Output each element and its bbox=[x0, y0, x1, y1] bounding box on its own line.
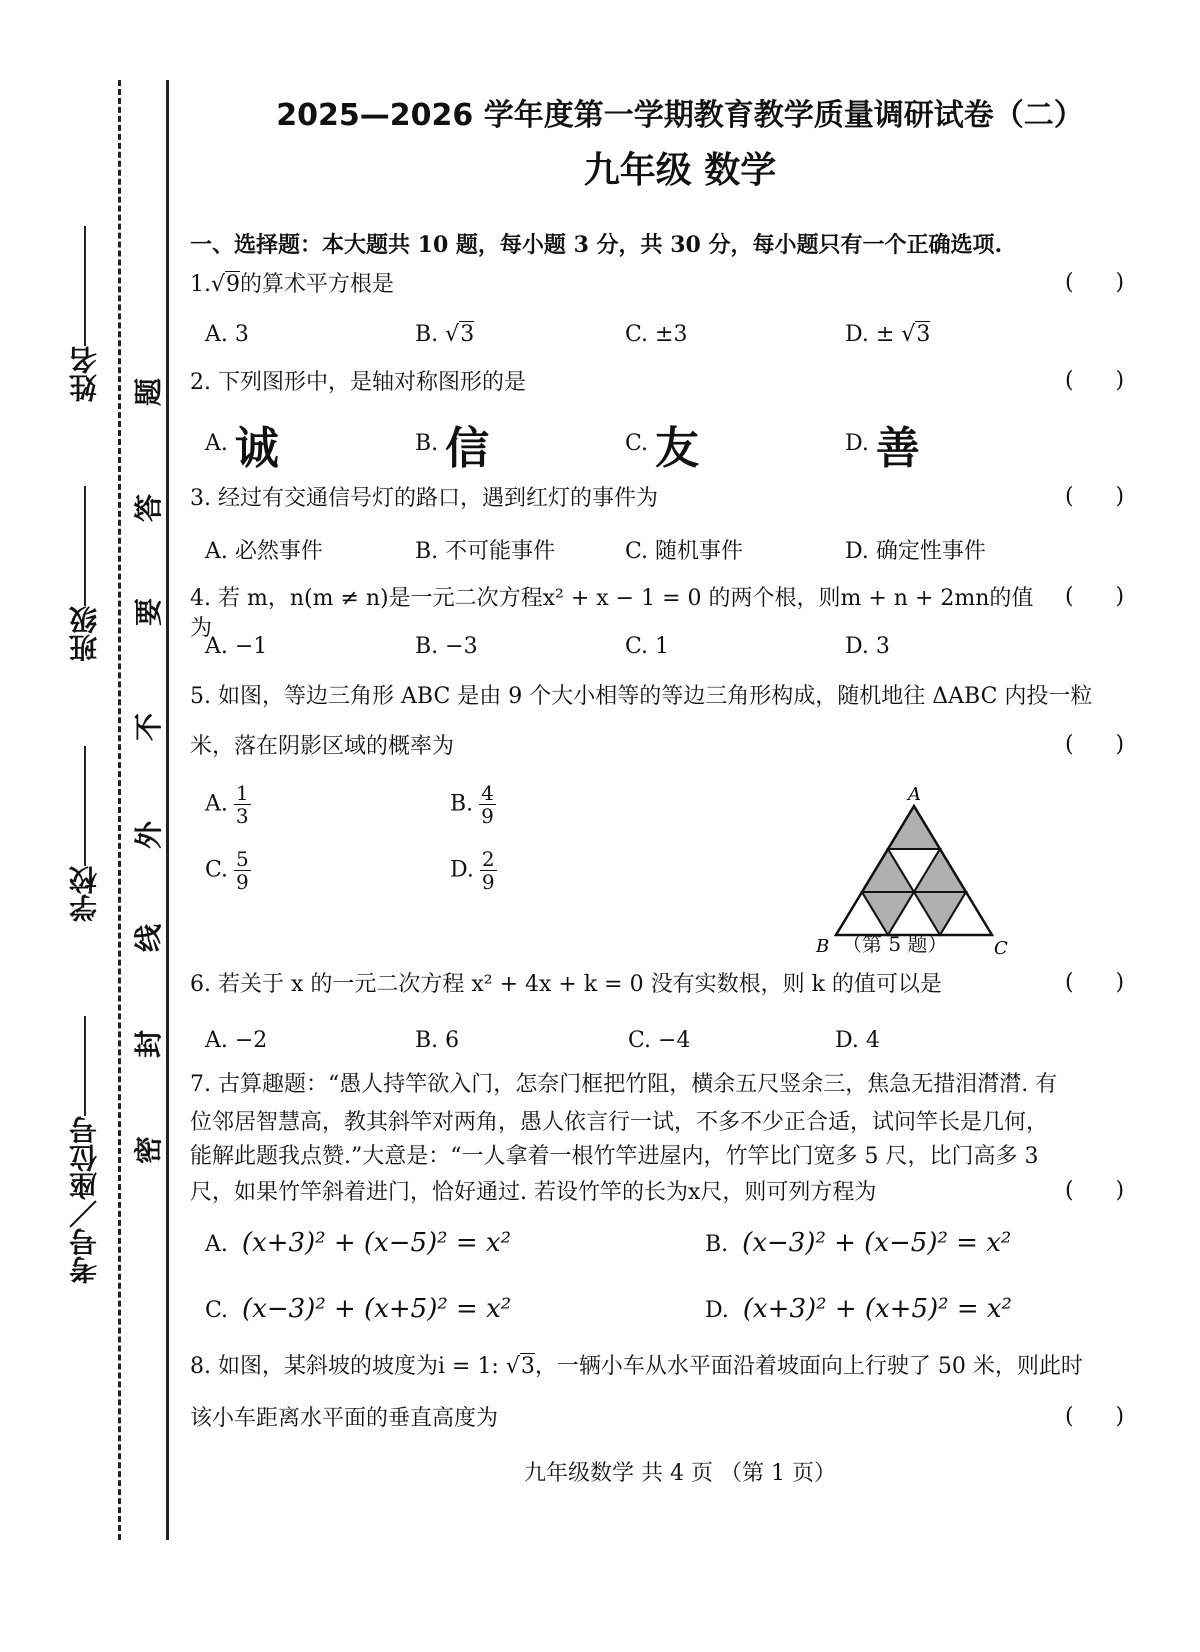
q3-option-b: B. 不可能事件 bbox=[415, 539, 556, 564]
q3-option-c: C. 随机事件 bbox=[625, 539, 744, 564]
question-5-stem-line2: 米，落在阴影区域的概率为 bbox=[190, 734, 455, 759]
q5-option-a-denominator: 3 bbox=[235, 804, 249, 828]
q1-radicand: 9 bbox=[226, 272, 241, 297]
sqrt-icon: √ bbox=[901, 322, 916, 347]
vertex-c-label: C bbox=[994, 938, 1008, 959]
q5-option-b-label: B. bbox=[450, 791, 474, 817]
q5-option-d-fraction bbox=[480, 848, 497, 893]
q4-option-c: C. 1 bbox=[625, 634, 670, 659]
sqrt-icon: √ bbox=[505, 1354, 520, 1379]
q7-option-c-label: C. bbox=[205, 1298, 229, 1323]
exam-number-underline bbox=[84, 1016, 86, 1116]
answer-paren-4[interactable] bbox=[1065, 584, 1124, 609]
vertex-b-label: B bbox=[816, 936, 830, 957]
question-5-stem-line1: 5. 如图，等边三角形 ABC 是由 9 个大小相等的等边三角形构成，随机地往 ΔABC 内投一粒 bbox=[190, 684, 1093, 709]
question-8-line1 bbox=[190, 1352, 1145, 1382]
q2-option-a-label: A. bbox=[205, 431, 228, 456]
seal-char-yao: 要 bbox=[132, 598, 165, 627]
q7-option-c-equation: (x−3)² + (x+5)² = x² bbox=[242, 1294, 512, 1324]
q2-option-d-label: D. bbox=[845, 431, 869, 456]
q6-option-a: A. −2 bbox=[205, 1028, 268, 1053]
q2-option-b-label: B. bbox=[415, 431, 439, 456]
q5-option-b-denominator: 9 bbox=[481, 804, 494, 828]
q7-option-b bbox=[705, 1228, 1011, 1258]
answer-paren-8[interactable] bbox=[1065, 1404, 1124, 1429]
q5-option-a-numerator: 1 bbox=[235, 781, 249, 805]
answer-paren-7[interactable] bbox=[1065, 1178, 1124, 1203]
q5-option-c-fraction bbox=[234, 848, 251, 893]
q2-option-c bbox=[625, 412, 699, 476]
q2-option-d bbox=[845, 412, 920, 476]
q7-option-a-label: A. bbox=[205, 1232, 228, 1257]
answer-paren-5[interactable] bbox=[1065, 732, 1124, 757]
seal-char-wai: 外 bbox=[132, 821, 165, 850]
q5-option-c-numerator: 5 bbox=[236, 847, 249, 871]
question-7-line1: 7. 古算趣题：“愚人持竿欲入门，怎奈门框把竹阻，横余五尺竖余三，焦急无措泪潸潸. 有 bbox=[190, 1072, 1058, 1097]
seal-char-bu: 不 bbox=[132, 713, 165, 742]
q1-option-a: A. 3 bbox=[205, 322, 249, 347]
q8-radicand: 3 bbox=[520, 1354, 535, 1379]
answer-paren-2[interactable] bbox=[1065, 368, 1124, 393]
q8-line1-pre: 8. 如图，某斜坡的坡度为i = 1: bbox=[190, 1354, 506, 1379]
q5-option-d-denominator: 9 bbox=[481, 870, 495, 894]
sqrt-icon: √ bbox=[445, 322, 460, 347]
exam-subtitle: 九年级 数学 bbox=[583, 150, 777, 191]
q5-option-d-numerator: 2 bbox=[481, 847, 495, 871]
q7-option-d-equation: (x+3)² + (x+5)² = x² bbox=[742, 1294, 1012, 1324]
q2-char-shan: 善 bbox=[875, 423, 920, 474]
q4-option-d: D. 3 bbox=[845, 634, 890, 659]
seal-char-feng: 封 bbox=[132, 1030, 165, 1059]
q7-option-d bbox=[705, 1294, 1012, 1324]
question-4-stem: 4. 若 m，n(m ≠ n)是一元二次方程x² + x − 1 = 0 的两个根，则m + n + 2mn的值为 bbox=[190, 586, 1034, 641]
q5-option-a bbox=[205, 782, 251, 827]
q6-option-c: C. −4 bbox=[628, 1028, 691, 1053]
page-footer: 九年级数学 共 4 页 （第 1 页） bbox=[524, 1461, 836, 1486]
school-field bbox=[50, 750, 120, 922]
answer-paren-6[interactable] bbox=[1065, 970, 1124, 995]
q5-figure-caption: （第 5 题） bbox=[842, 932, 948, 956]
sqrt-icon: √ bbox=[211, 272, 226, 297]
answer-paren-3[interactable] bbox=[1065, 484, 1124, 509]
q1-number: 1. bbox=[190, 272, 211, 297]
q5-option-d bbox=[450, 848, 497, 893]
q1-option-b-label: B. bbox=[415, 322, 446, 347]
q3-option-a: A. 必然事件 bbox=[205, 539, 323, 564]
q2-char-cheng: 诚 bbox=[234, 423, 279, 474]
seal-char-ti: 题 bbox=[132, 378, 165, 407]
question-3-stem: 3. 经过有交通信号灯的路口，遇到红灯的事件为 bbox=[190, 486, 658, 511]
seal-char-mi: 密 bbox=[132, 1136, 165, 1165]
q6-option-d: D. 4 bbox=[835, 1028, 880, 1053]
q2-option-c-label: C. bbox=[625, 431, 649, 456]
q1-option-d-label: D. ± bbox=[845, 322, 902, 347]
name-underline bbox=[84, 226, 86, 346]
q8-line1-post: ，一辆小车从水平面沿着坡面向上行驶了 50 米，则此时 bbox=[534, 1354, 1083, 1379]
q1-option-c: C. ±3 bbox=[625, 322, 688, 347]
question-6-stem: 6. 若关于 x 的一元二次方程 x² + 4x + k = 0 没有实数根，则 k 的值可以是 bbox=[190, 972, 942, 997]
q5-option-c-label: C. bbox=[205, 857, 229, 883]
school-label: 学校 bbox=[68, 866, 101, 922]
q2-char-xin: 信 bbox=[445, 423, 490, 474]
exam-number-field bbox=[50, 1020, 120, 1284]
q5-option-c bbox=[205, 848, 251, 893]
q1-option-b-radicand: 3 bbox=[460, 322, 475, 347]
question-7-line4: 尺，如果竹竿斜着进门，恰好通过. 若设竹竿的长为x尺，则可列方程为 bbox=[190, 1180, 877, 1205]
q5-option-b-fraction bbox=[479, 782, 496, 827]
q2-option-b bbox=[415, 412, 489, 476]
q2-char-you: 友 bbox=[655, 423, 700, 474]
class-field bbox=[50, 490, 120, 662]
q5-option-a-fraction bbox=[234, 782, 251, 827]
q5-option-c-denominator: 9 bbox=[236, 870, 249, 894]
exam-number-label: 考号／座位号 bbox=[68, 1116, 101, 1284]
q1-option-d-radicand: 3 bbox=[916, 322, 931, 347]
q5-option-b bbox=[450, 782, 496, 827]
q4-option-b: B. −3 bbox=[415, 634, 478, 659]
q1-option-b bbox=[415, 322, 474, 347]
q4-option-a: A. −1 bbox=[205, 634, 268, 659]
q1-option-d bbox=[845, 322, 930, 347]
q5-option-b-numerator: 4 bbox=[481, 781, 494, 805]
fold-line-solid bbox=[166, 80, 169, 1540]
answer-paren-1[interactable] bbox=[1065, 270, 1124, 295]
seal-char-xian: 线 bbox=[132, 924, 165, 953]
exam-title: 2025—2026 学年度第一学期教育教学质量调研试卷（二） bbox=[276, 98, 1084, 133]
q7-option-d-label: D. bbox=[705, 1298, 729, 1323]
q7-option-c bbox=[205, 1294, 511, 1324]
tri-r1-up bbox=[888, 806, 940, 849]
q5-option-d-label: D. bbox=[450, 857, 474, 883]
question-8-line2: 该小车距离水平面的垂直高度为 bbox=[190, 1406, 499, 1431]
q1-stem-text: 的算术平方根是 bbox=[240, 272, 395, 297]
vertex-a-label: A bbox=[908, 784, 921, 805]
section-heading: 一、选择题：本大题共 10 题，每小题 3 分，共 30 分，每小题只有一个正确选项. bbox=[190, 232, 1003, 258]
school-underline bbox=[84, 746, 86, 866]
q7-option-b-label: B. bbox=[705, 1232, 729, 1257]
question-7-line3: 能解此题我点赞.”大意是：“一人拿着一根竹竿进屋内，竹竿比门宽多 5 尺，比门高多 3 bbox=[190, 1144, 1039, 1169]
q2-option-a bbox=[205, 412, 279, 476]
class-underline bbox=[84, 486, 86, 606]
q7-option-a bbox=[205, 1228, 511, 1258]
question-2-stem: 2. 下列图形中，是轴对称图形的是 bbox=[190, 370, 526, 395]
q5-option-a-label: A. bbox=[205, 791, 228, 817]
seal-char-da: 答 bbox=[132, 494, 165, 523]
question-1-stem bbox=[190, 270, 1145, 300]
name-label: 姓名 bbox=[68, 346, 101, 402]
q6-option-b: B. 6 bbox=[415, 1028, 460, 1053]
name-field bbox=[50, 230, 120, 402]
class-label: 班级 bbox=[68, 606, 101, 662]
q7-option-a-equation: (x+3)² + (x−5)² = x² bbox=[241, 1228, 512, 1258]
q7-option-b-equation: (x−3)² + (x−5)² = x² bbox=[742, 1228, 1012, 1258]
question-7-line2: 位邻居智慧高，教其斜竿对两角，愚人依言行一试，不多不少正合适，试问竿长是几何， bbox=[190, 1110, 1049, 1135]
q3-option-d: D. 确定性事件 bbox=[845, 539, 986, 564]
